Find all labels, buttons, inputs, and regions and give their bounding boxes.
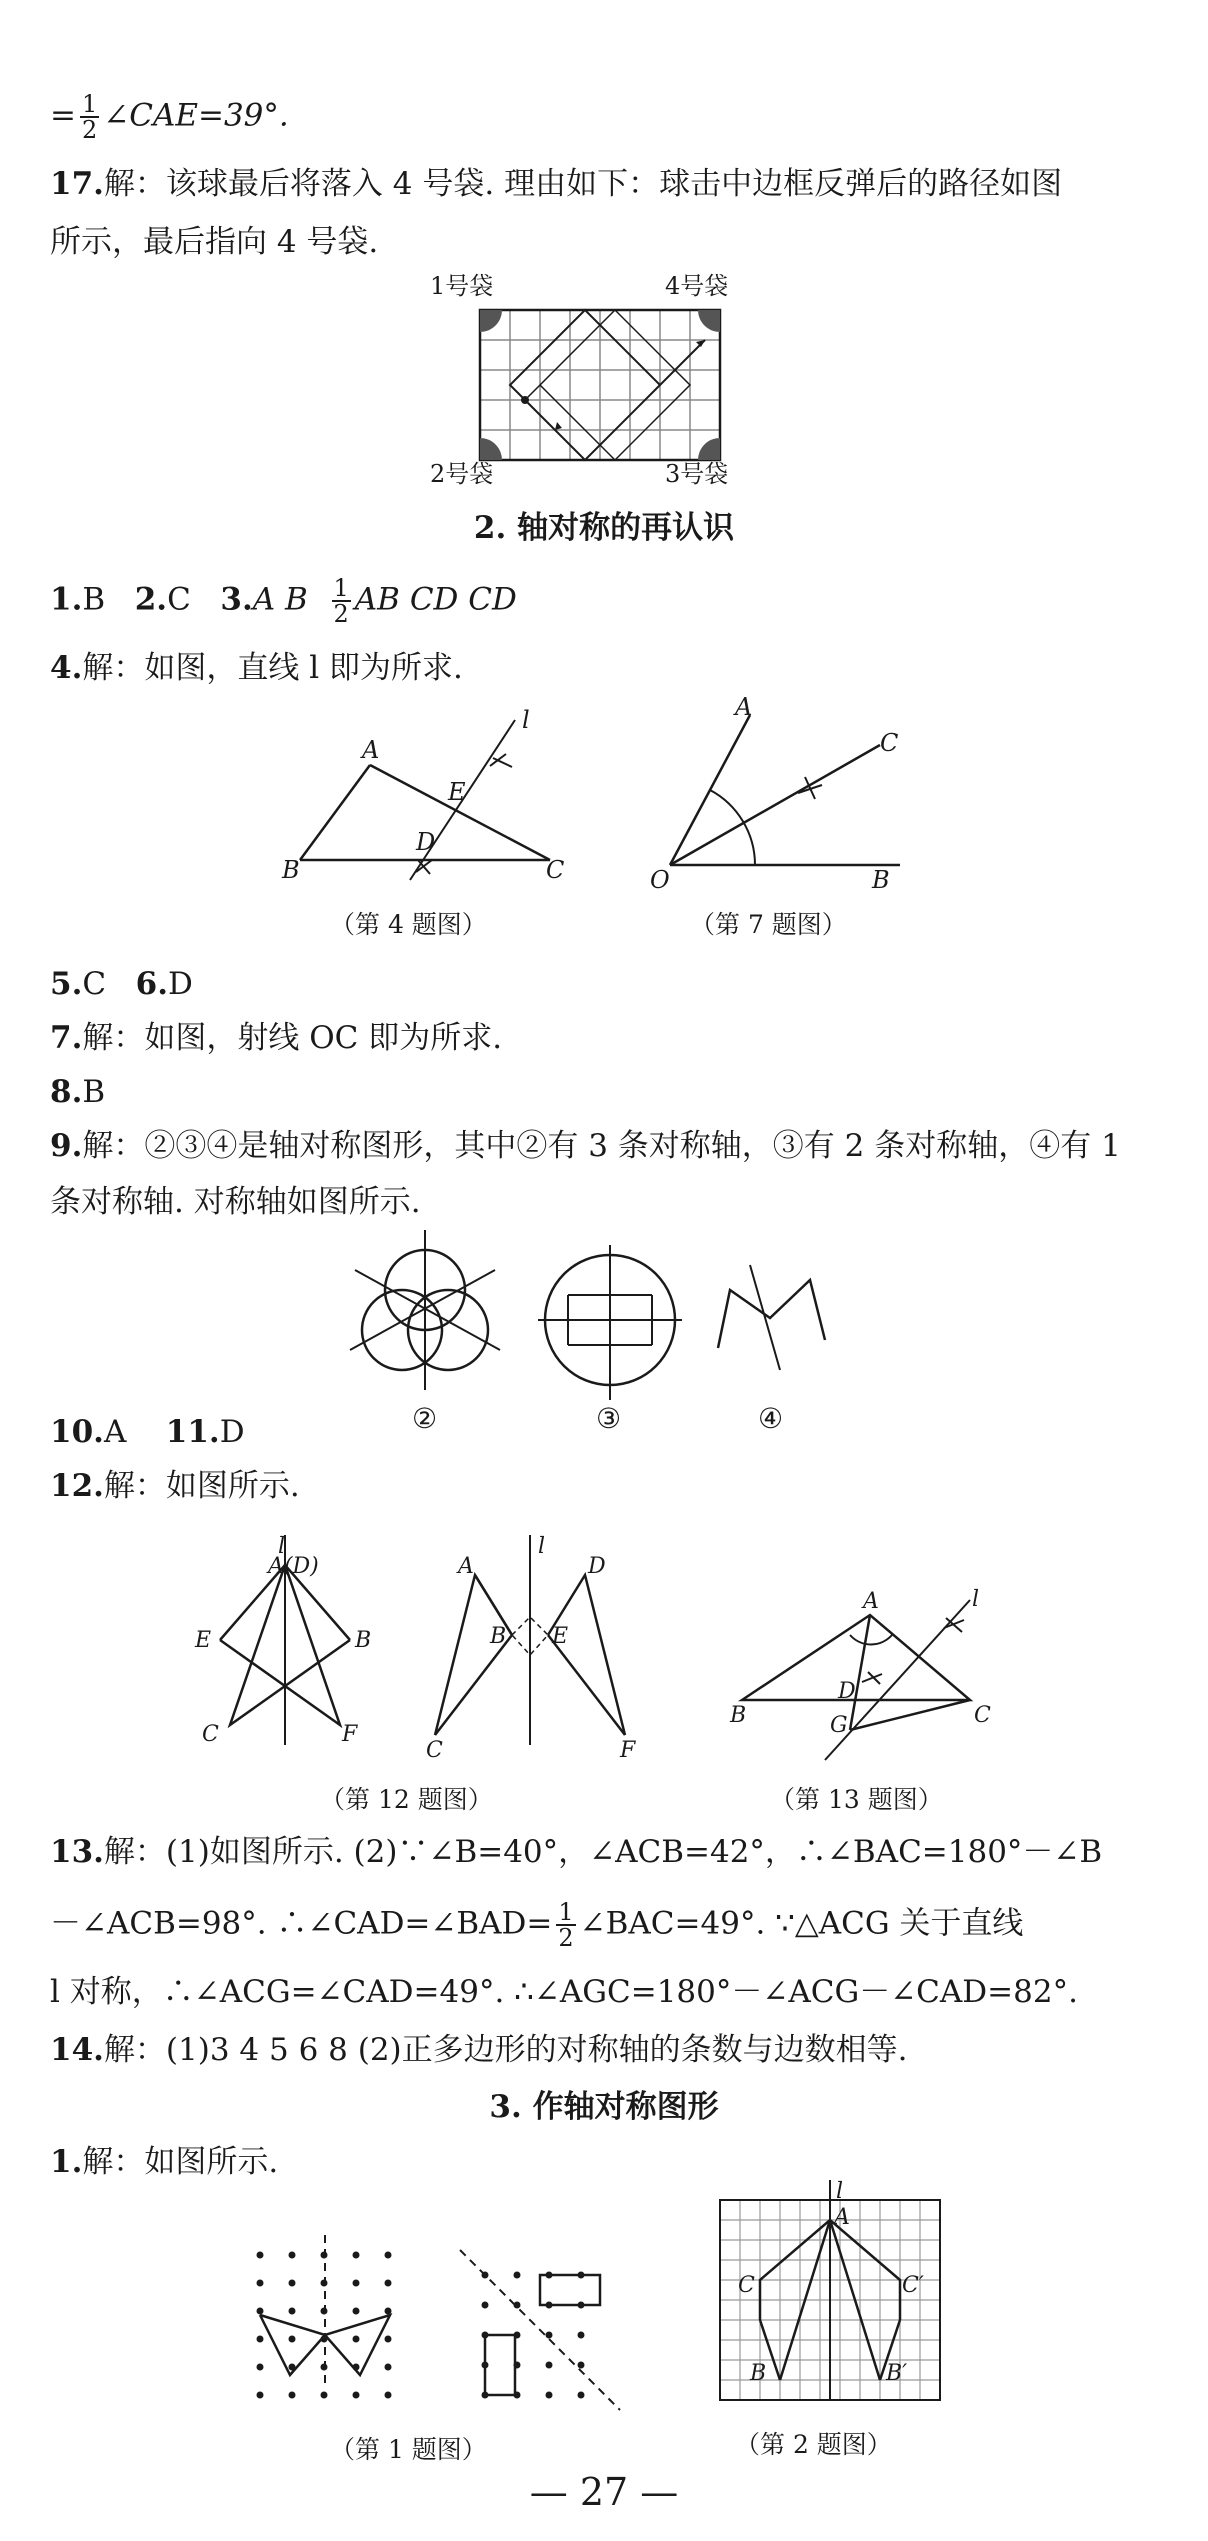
grid-dot [546, 2302, 553, 2309]
grid-dot [385, 2336, 392, 2343]
grid-dot [321, 2392, 328, 2399]
q9-line1: 9.解：②③④是轴对称图形，其中②有 3 条对称轴，③有 2 条对称轴，④有 1 [50, 1128, 1121, 1164]
grid-dot [514, 2302, 521, 2309]
grid-dot [385, 2364, 392, 2371]
grid-dot [257, 2364, 264, 2371]
fraction: $\frac{1}{2}$ [333, 574, 349, 628]
bag4-label: 4号袋 [665, 272, 729, 300]
q13-line1: 13.解：(1)如图所示. (2)∵∠B=40°，∠ACB=42°，∴∠BAC=180°－∠B [50, 1834, 1103, 1870]
grid-dot [482, 2332, 489, 2339]
bag1-label: 1号袋 [430, 272, 494, 300]
fig13-label-B: B [730, 1703, 747, 1728]
figS2-label-l: l [836, 2179, 844, 2204]
figure-12 [190, 1535, 660, 1785]
grid-dot [514, 2392, 521, 2399]
grid-dot [321, 2364, 328, 2371]
fig12-label-l2: l [538, 1534, 546, 1559]
answers-1-3: 1.B 2.C 3.A B $\frac{1}{2}$ AB CD CD [50, 574, 517, 628]
grid-dot [578, 2332, 585, 2339]
fig12-label-A2: A [458, 1554, 474, 1579]
page-number: — 27 — [529, 2470, 679, 2514]
fig9-label-4: ④ [758, 1402, 784, 1435]
grid-dot [353, 2308, 360, 2315]
grid-dot [257, 2280, 264, 2287]
figure-9 [340, 1230, 860, 1435]
section2-title: 2. 轴对称的再认识 [473, 510, 735, 546]
q8-line: 8.B [50, 1074, 106, 1110]
fig12-label-C2: C [426, 1738, 443, 1763]
fig13-label-C: C [974, 1703, 991, 1728]
fig12-label-C1: C [202, 1722, 219, 1747]
fig7-label-B: B [872, 866, 890, 894]
fig4-label-A: A [362, 736, 380, 764]
grid-dot [289, 2280, 296, 2287]
fig7-label-C: C [880, 729, 899, 757]
fig12-label-B1: B [355, 1628, 372, 1653]
q13-line2: －∠ACB=98°. ∴∠CAD=∠BAD= $\frac{1}{2}$ ∠BAC=49°. ∵△ACG 关于直线 [50, 1898, 1024, 1952]
fraction: $\frac{1}{2}$ [558, 1898, 574, 1952]
grid-dot [289, 2252, 296, 2259]
figS2-label-C: C [738, 2273, 755, 2298]
fig13-caption: （第 13 题图） [770, 1785, 943, 1814]
grid-dot [289, 2364, 296, 2371]
grid-dot [257, 2392, 264, 2399]
grid-dot [289, 2392, 296, 2399]
fraction: $\frac{1}{2}$ [81, 90, 98, 144]
grid-dot [482, 2362, 489, 2369]
fig7-label-A: A [735, 693, 753, 721]
grid-dot [514, 2362, 521, 2369]
grid-dot [289, 2308, 296, 2315]
figure-s3-2 [720, 2180, 960, 2400]
grid-dot [321, 2252, 328, 2259]
grid-dot [257, 2308, 264, 2315]
q14-line: 14.解：(1)3 4 5 6 8 (2)正多边形的对称轴的条数与边数相等. [50, 2032, 908, 2068]
fig9-label-3: ③ [596, 1402, 622, 1435]
q17-line2: 所示，最后指向 4 号袋. [50, 224, 379, 260]
fig7-label-O: O [650, 866, 670, 894]
fig4-label-E: E [448, 778, 466, 806]
grid-dot [578, 2302, 585, 2309]
fig12-label-F2: F [620, 1738, 636, 1763]
grid-dot [353, 2252, 360, 2259]
fig12-label-AD: A(D) [268, 1554, 319, 1579]
bag2-label: 2号袋 [430, 460, 494, 488]
fig4-label-C: C [546, 856, 565, 884]
grid-dot [321, 2308, 328, 2315]
grid-dot [353, 2336, 360, 2343]
answers-5-6: 5.C 6.D [50, 966, 193, 1002]
grid-dot [546, 2362, 553, 2369]
fig12-label-F1: F [342, 1722, 358, 1747]
fig4-label-B: B [282, 856, 300, 884]
figure-4 [280, 706, 580, 884]
grid-dot [353, 2280, 360, 2287]
grid-dot [546, 2272, 553, 2279]
top-line: = $\frac{1}{2}$ ∠CAE=39°. [50, 90, 289, 144]
fig13-label-G: G [830, 1713, 848, 1738]
grid-dot [482, 2302, 489, 2309]
answers-10-11: 10.A 11.D [50, 1414, 245, 1450]
fig12-caption: （第 12 题图） [320, 1785, 493, 1814]
grid-dot [321, 2280, 328, 2287]
fig13-label-D: D [838, 1679, 856, 1704]
grid-dot [482, 2272, 489, 2279]
grid-dot [578, 2272, 585, 2279]
figS2-label-A: A [834, 2205, 850, 2230]
q7-line: 7.解：如图，射线 OC 即为所求. [50, 1020, 503, 1056]
figure-7 [650, 693, 910, 894]
grid-dot [578, 2362, 585, 2369]
figure-s3-1 [250, 2235, 630, 2415]
q4-line: 4.解：如图，直线 l 即为所求. [50, 650, 463, 686]
grid-dot [321, 2336, 328, 2343]
fig12-label-E2: E [552, 1624, 569, 1649]
section3-title: 3. 作轴对称图形 [489, 2089, 719, 2125]
figS1-caption: （第 1 题图） [330, 2435, 487, 2464]
figS2-label-Bp: B′ [886, 2361, 908, 2386]
grid-dot [385, 2280, 392, 2287]
fig12-label-l1: l [278, 1534, 286, 1559]
grid-dot [514, 2332, 521, 2339]
fig4-label-D: D [416, 828, 436, 856]
grid-dot [546, 2392, 553, 2399]
fig9-label-2: ② [412, 1402, 438, 1435]
fig13-label-A: A [863, 1589, 879, 1614]
figS2-caption: （第 2 题图） [735, 2430, 892, 2459]
grid-dot [257, 2336, 264, 2343]
grid-dot [482, 2392, 489, 2399]
fig13-label-l: l [972, 1587, 980, 1612]
figS2-label-Cp: C′ [902, 2273, 924, 2298]
q9-line2: 条对称轴. 对称轴如图所示. [50, 1184, 421, 1220]
fig4-caption: （第 4 题图） [330, 910, 487, 939]
fig12-label-D2: D [588, 1554, 606, 1579]
q17-line1: 17.解：该球最后将落入 4 号袋. 理由如下：球击中边框反弹后的路径如图 [50, 166, 1063, 202]
grid-dot [257, 2252, 264, 2259]
pool-table-figure [420, 270, 820, 490]
fig12-label-E1: E [195, 1628, 212, 1653]
q13-line3: l 对称，∴∠ACG=∠CAD=49°. ∴∠AGC=180°－∠ACG－∠CAD=82°. [50, 1974, 1078, 2010]
grid-dot [385, 2252, 392, 2259]
fig7-caption: （第 7 题图） [690, 910, 847, 939]
figure-13 [730, 1580, 1070, 1790]
grid-dot [546, 2332, 553, 2339]
grid-dot [514, 2272, 521, 2279]
s3q1-line: 1.解：如图所示. [50, 2144, 279, 2180]
fig12-label-B2: B [490, 1624, 507, 1649]
grid-dot [353, 2364, 360, 2371]
q12-line: 12.解：如图所示. [50, 1468, 300, 1504]
grid-dot [289, 2336, 296, 2343]
grid-dot [578, 2392, 585, 2399]
grid-dot [353, 2392, 360, 2399]
figS2-label-B: B [750, 2361, 767, 2386]
grid-dot [385, 2392, 392, 2399]
grid-dot [385, 2308, 392, 2315]
fig4-label-l: l [522, 706, 530, 734]
bag3-label: 3号袋 [665, 460, 729, 488]
